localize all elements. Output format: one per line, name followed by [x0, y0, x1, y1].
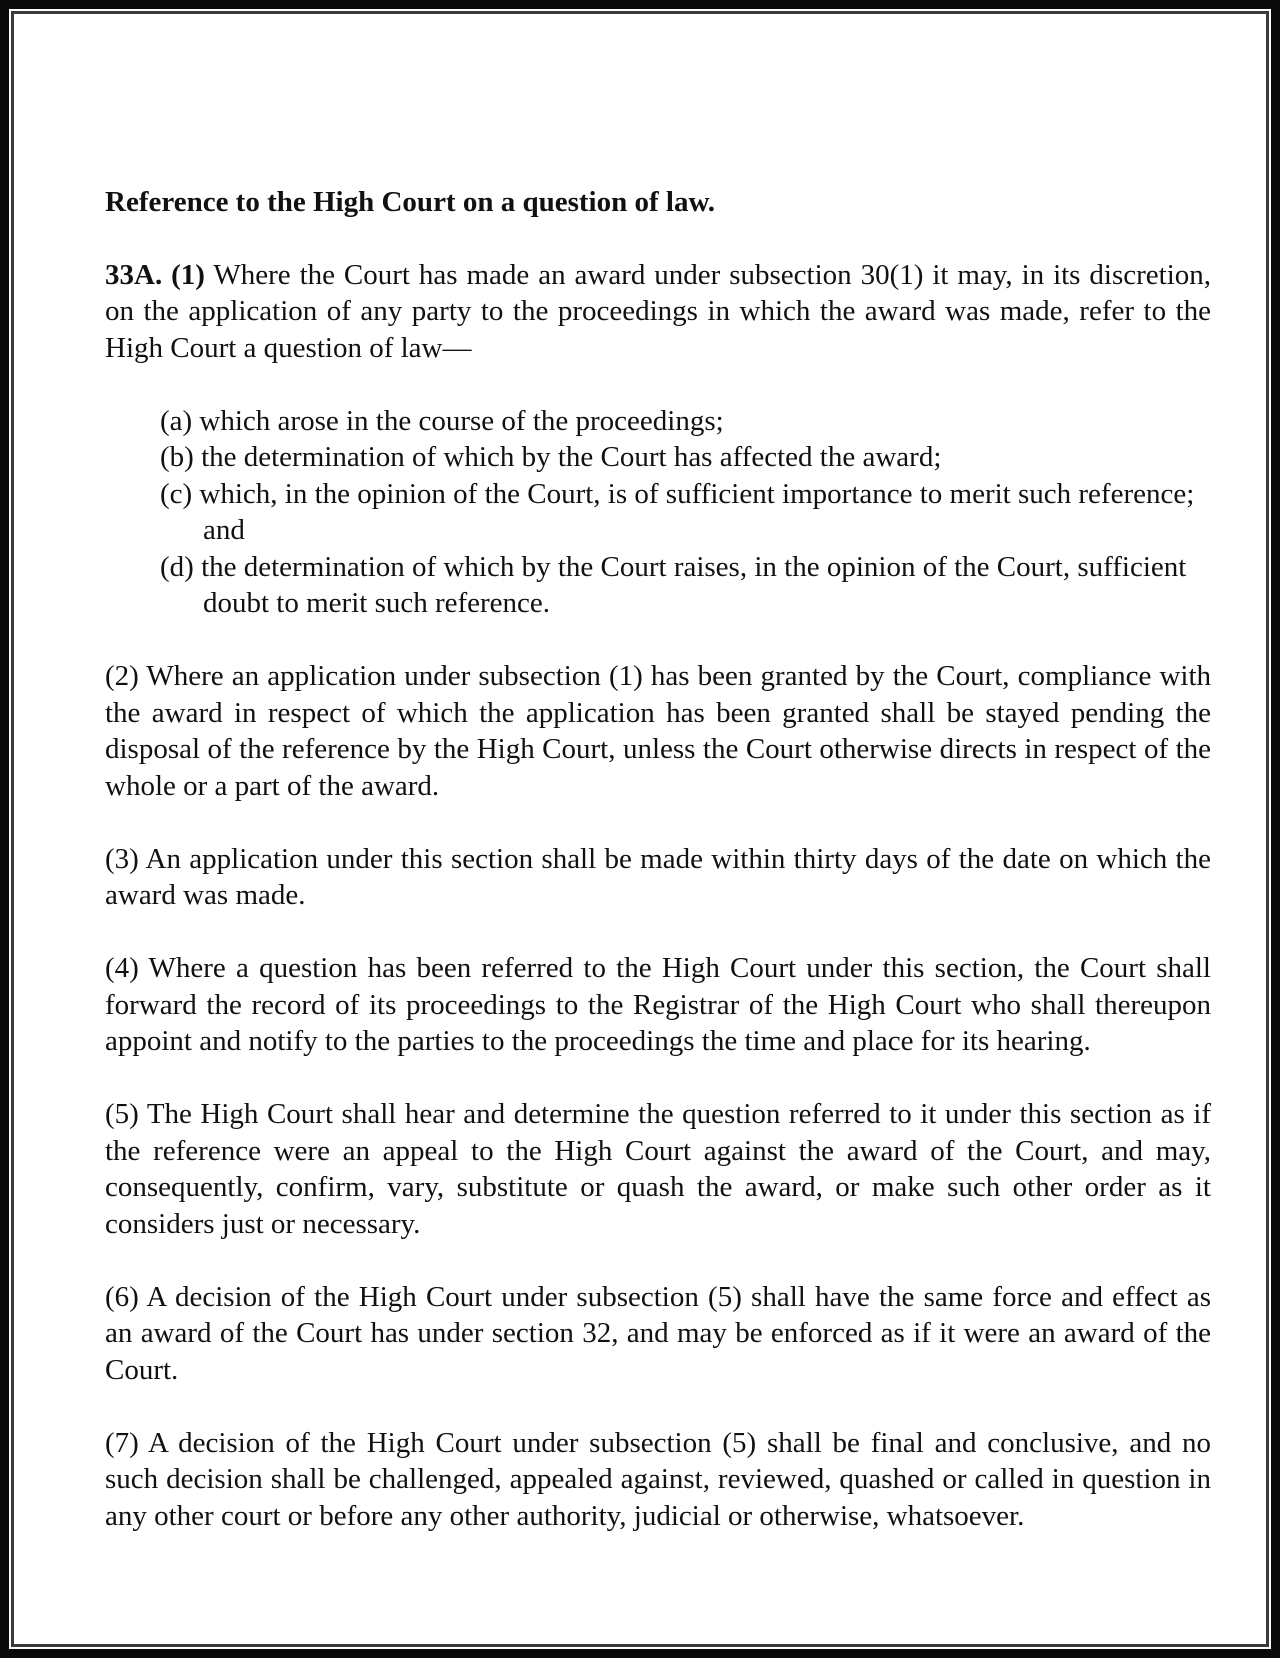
document-body [105, 184, 1211, 1571]
subsection-6: (6) A decision of the High Court under subsection (5) shall have the same force and effect as an award of the Court has under section 32, and may be enforced as if it were an award of the Court. [105, 1280, 1211, 1386]
list-item-d: (d) the determination of which by the Court raises, in the opinion of the Court, sufficient doubt to merit such reference. [160, 550, 1187, 619]
section-number: 33A. [105, 258, 163, 291]
subsection-2: (2) Where an application under subsection (1) has been granted by the Court, compliance with the award in respect of which the application has been granted shall be stayed pending the disposal of the reference by the High Court, unless the Court otherwise directs in respect of the whole or a part of the award. [105, 660, 1211, 802]
subsection-7: (7) A decision of the High Court under subsection (5) shall be final and conclusive, and no such decision shall be challenged, appealed against, reviewed, quashed or called in question in any other court or before any other authority, judicial or otherwise, whatsoever. [105, 1426, 1211, 1532]
subsection-1-text: Where the Court has made an award under subsection 30(1) it may, in its discretion, on the application of any party to the proceedings in which the award was made, refer to the High Court a question of law— [105, 258, 1211, 364]
list-item-c: (c) which, in the opinion of the Court, is of sufficient importance to merit such reference; and [160, 477, 1195, 546]
subsection-1 [105, 257, 1211, 367]
subsection-4: (4) Where a question has been referred to the High Court under this section, the Court shall forward the record of its proceedings to the Registrar of the High Court who shall thereupon appoint and notify to the parties to the proceedings the time and place for its hearing. [105, 952, 1211, 1057]
list-item-b: (b) the determination of which by the Court has affected the award; [160, 441, 942, 473]
subsection-number: (1) [171, 258, 205, 291]
paragraph-list [160, 403, 1211, 622]
list-item-a: (a) which arose in the course of the proceedings; [160, 404, 724, 437]
section-heading: Reference to the High Court on a question of law. [105, 186, 716, 218]
subsection-5: (5) The High Court shall hear and determine the question referred to it under this section as if the reference were an appeal to the High Court against the award of the Court, and may, consequently, confirm, vary, substitute or quash the award, or make such other order as it considers just or necessary. [105, 1098, 1211, 1240]
subsection-3: (3) An application under this section shall be made within thirty days of the date on which the award was made. [105, 842, 1211, 911]
